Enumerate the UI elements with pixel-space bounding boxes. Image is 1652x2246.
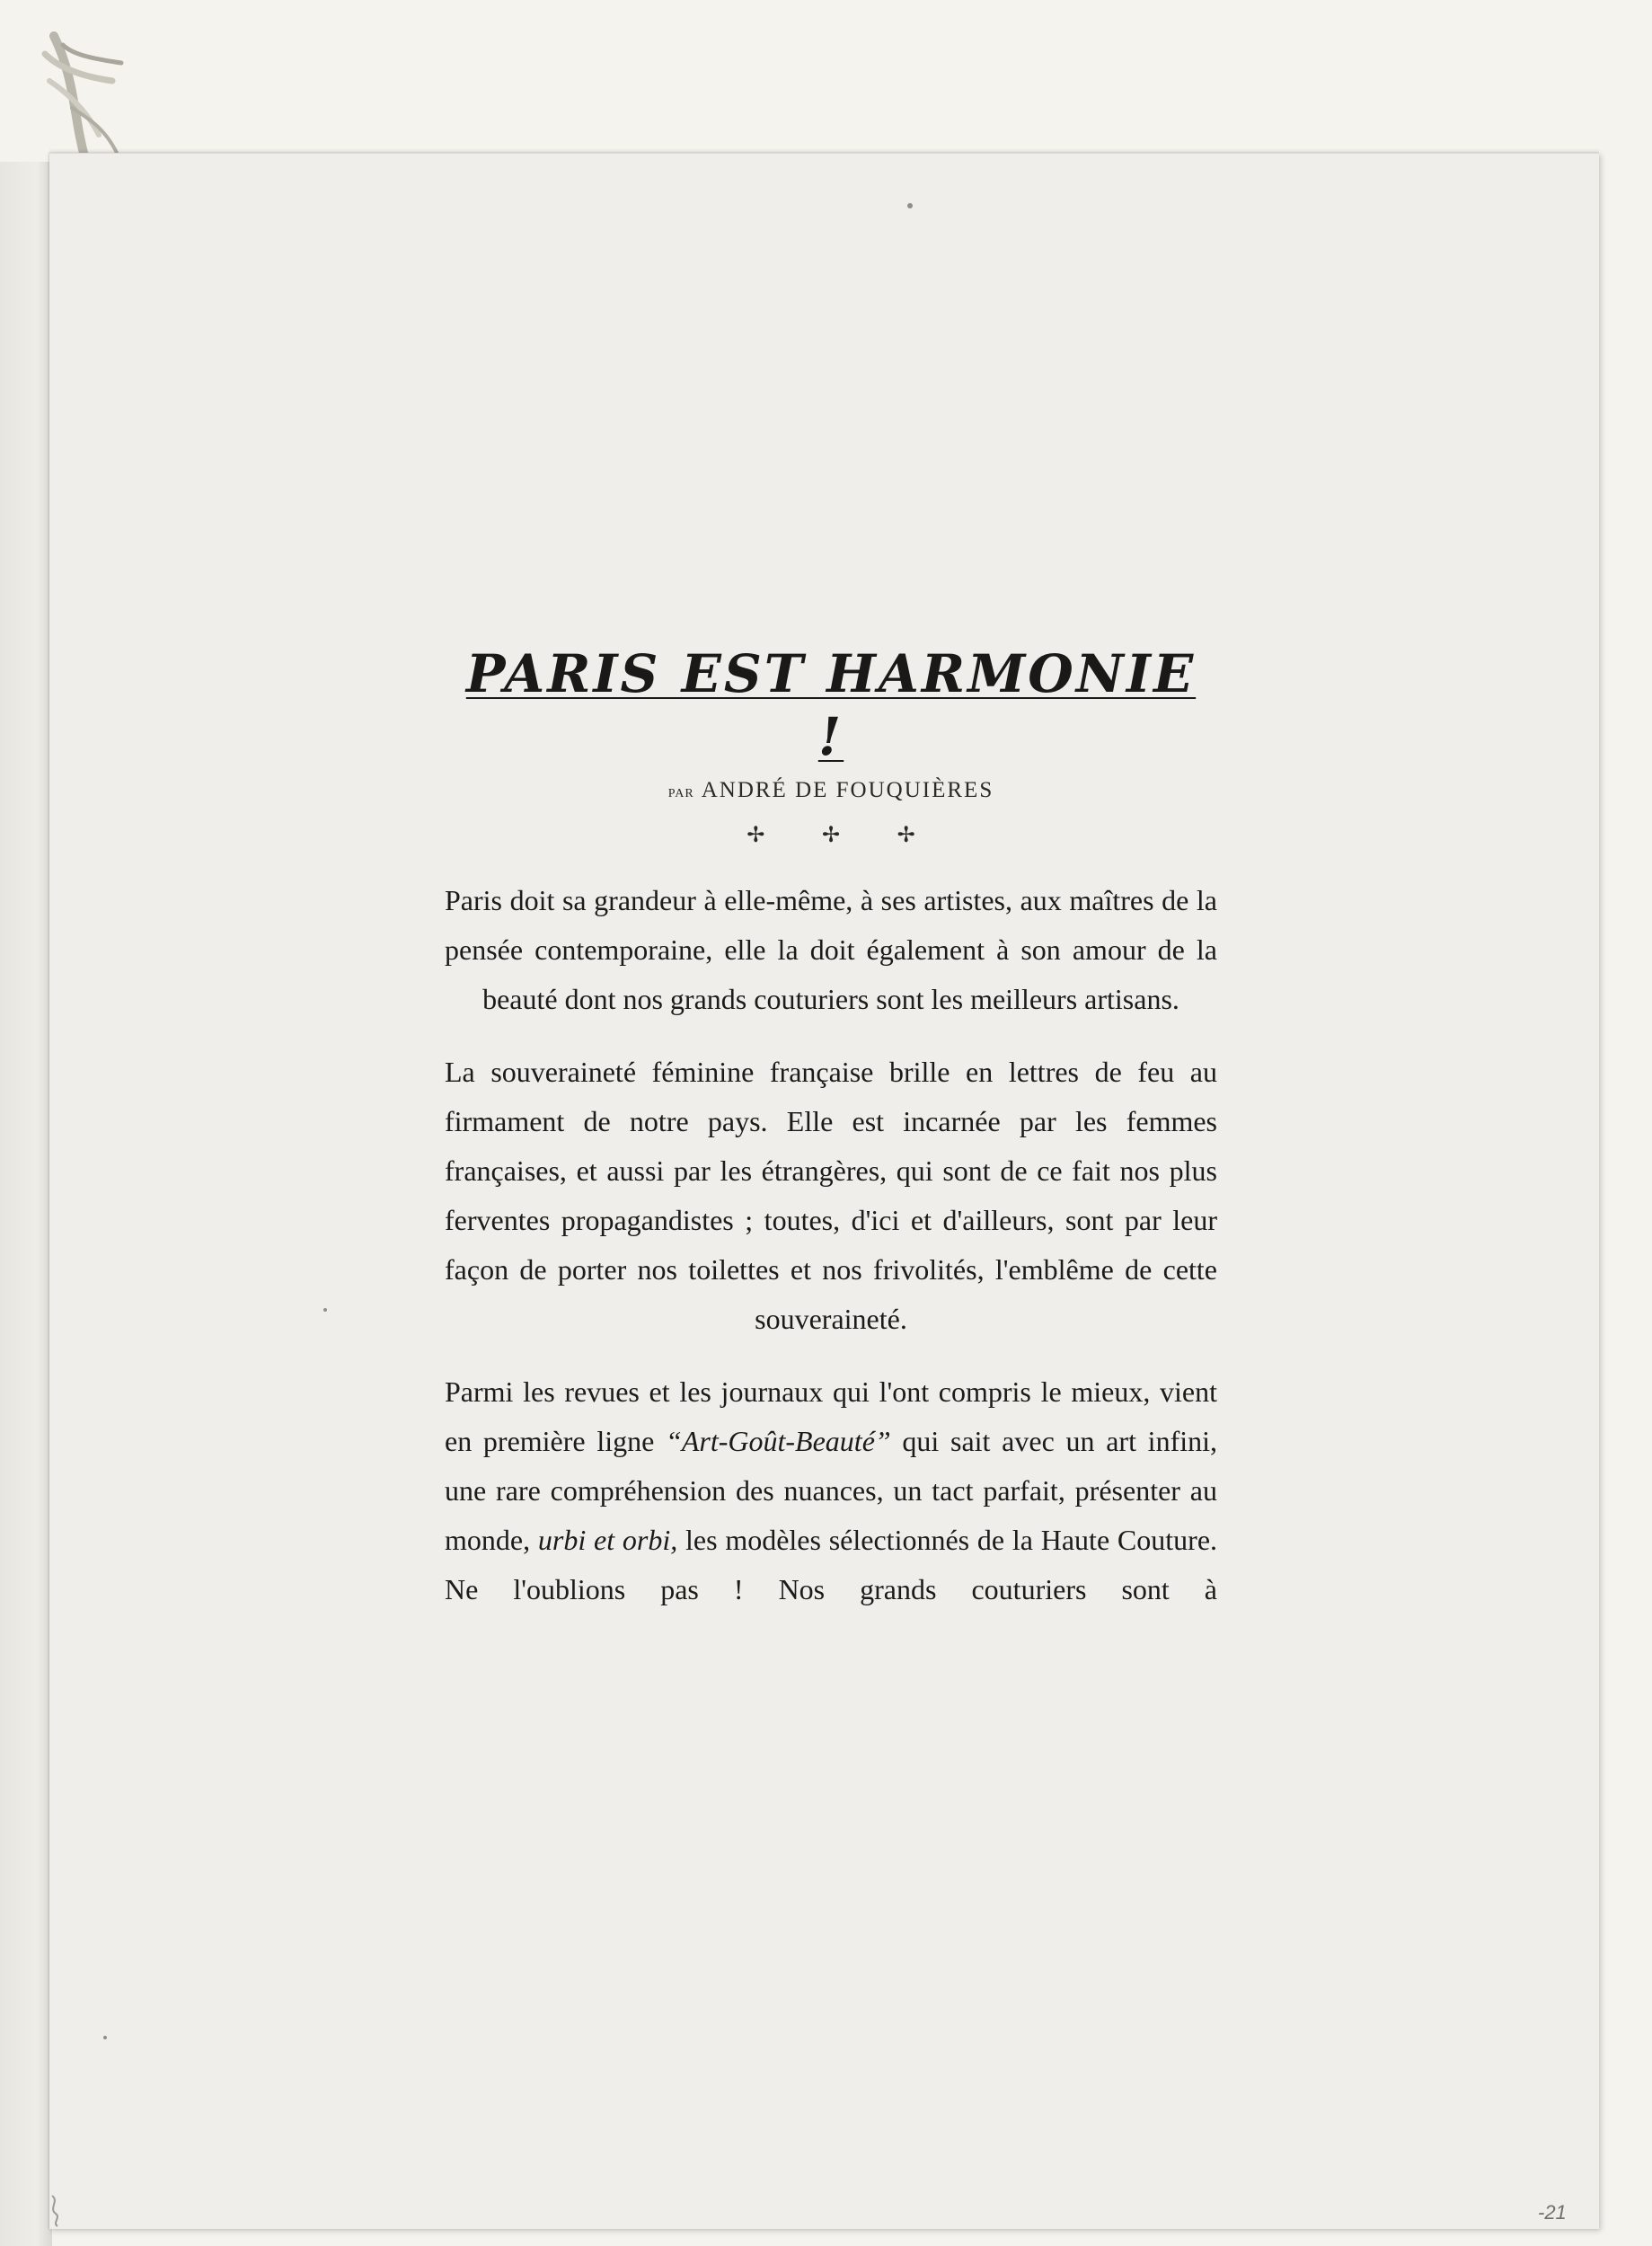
- article-title: PARIS EST HARMONIE !: [465, 643, 1197, 767]
- latin-phrase: urbi et orbi,: [537, 1524, 678, 1556]
- byline: [445, 775, 1217, 809]
- page-number: -21: [1538, 2201, 1567, 2224]
- paragraph-2: La souveraineté féminine française brille en lettres de feu au firmament de notre pays. Elle est incarnée par les femmes françaises, et aussi par les étrangères, qui sont de ce fait nos plus ferventes propagandistes ; toutes, d'ici et d'ailleurs, sont par leur façon de porter nos toilettes et nos frivolités, l'emblême de cette souveraineté.: [445, 1056, 1217, 1335]
- paper-speck: [323, 1308, 327, 1312]
- author-name: ANDRÉ DE FOUQUIÈRES: [701, 778, 994, 802]
- paragraph-3-part-1: Parmi les revues et les journaux qui l'ont compris le mieux, vient en première ligne: [445, 1375, 1217, 1457]
- ornament-divider: ✢ ✢ ✢: [746, 822, 941, 847]
- article: [445, 642, 1217, 1614]
- facing-page-edge: [0, 162, 52, 2246]
- paper-speck: [103, 2036, 107, 2039]
- byline-prefix: PAR: [667, 787, 694, 800]
- paragraph-3: [445, 1367, 1217, 1614]
- magazine-title: “Art-Goût-Beauté”: [666, 1425, 891, 1457]
- paragraph-3-part-2: qui sait avec un art infini, une rare compréhension des nuances, un tact parfait, présenter au monde,: [445, 1425, 1218, 1556]
- corner-mark: [45, 2192, 66, 2228]
- paragraph-3-part-3: les modèles sélectionnés de la Haute Couture. Ne l'oublions pas ! Nos grands couturiers sont à: [445, 1524, 1218, 1605]
- paragraph-1: Paris doit sa grandeur à elle-même, à ses artistes, aux maîtres de la pensée contemporaine, elle la doit également à son amour de la beauté dont nos grands couturiers sont les meilleurs artisans.: [445, 884, 1217, 1015]
- paper-speck: [907, 203, 913, 208]
